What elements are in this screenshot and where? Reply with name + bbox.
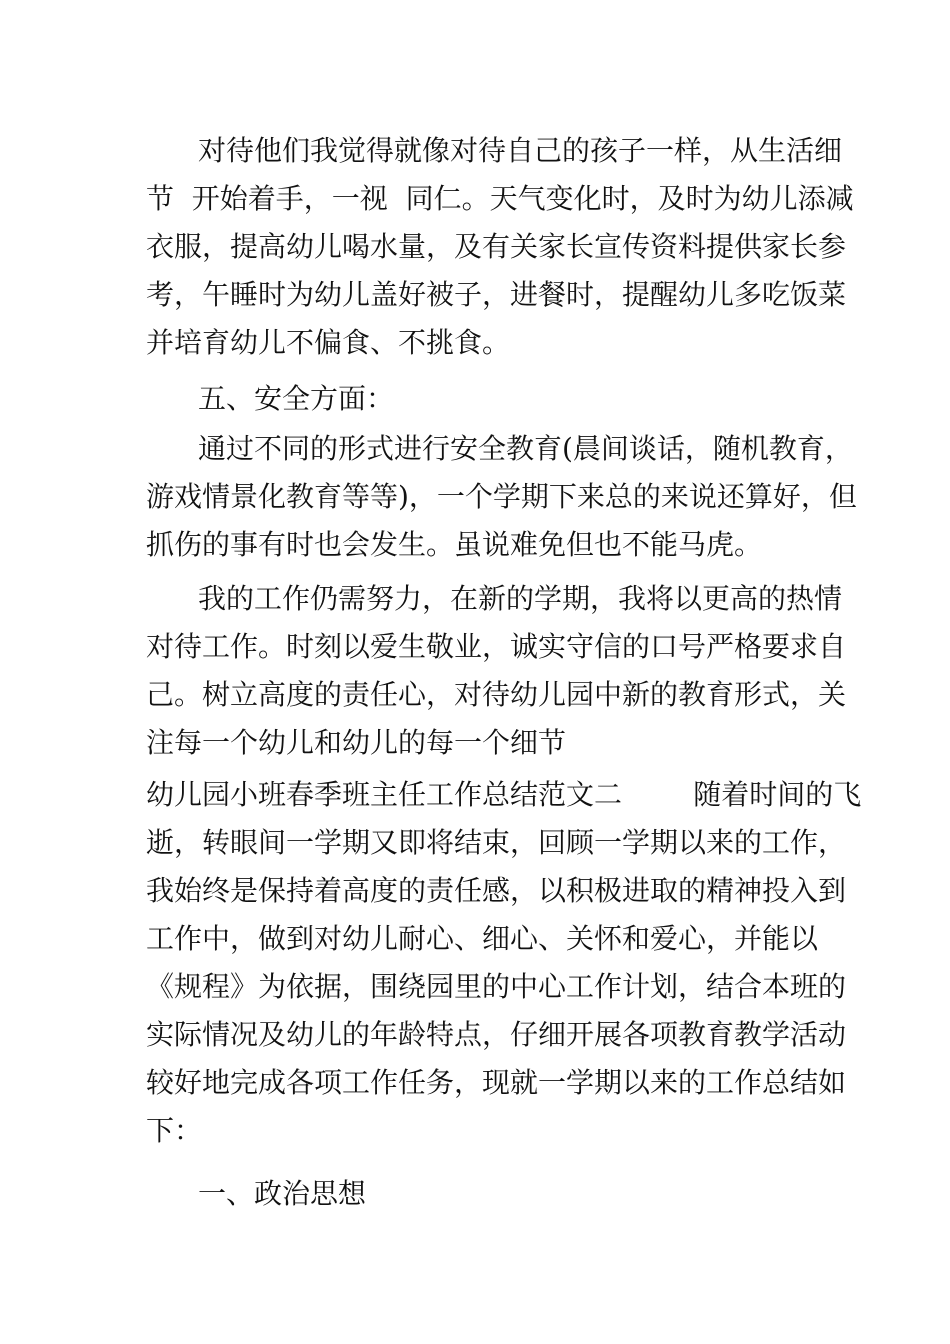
text-line: 我的工作仍需努力，在新的学期，我将以更高的热情: [198, 582, 843, 615]
text-line: 对待他们我觉得就像对待自己的孩子一样，从生活细: [198, 134, 843, 167]
text-line: 一、政治思想: [198, 1177, 367, 1210]
text-line: 《规程》为依据，围绕园里的中心工作计划，结合本班的: [146, 970, 847, 1003]
text-line: 并培育幼儿不偏食、不挑食。: [146, 326, 511, 359]
text-line: 工作中，做到对幼儿耐心、细心、关怀和爱心，并能以: [146, 922, 819, 955]
text-line: 五、安全方面：: [198, 382, 395, 415]
text-line: 通过不同的形式进行安全教育(晨间谈话，随机教育，: [198, 432, 853, 465]
paragraph-future-work: [146, 575, 847, 767]
paragraph-safety: [146, 425, 857, 569]
text-line: 己。树立高度的责任心，对待幼儿园中新的教育形式，关: [146, 678, 847, 711]
paragraph-life-care: [146, 127, 854, 367]
text-line: 我始终是保持着高度的责任感，以积极进取的精神投入到: [146, 874, 847, 907]
text-line: 抓伤的事有时也会发生。虽说难免但也不能马虎。: [146, 528, 763, 561]
text-line: 游戏情景化教育等等)，一个学期下来总的来说还算好，但: [146, 480, 857, 513]
section-heading-safety: [146, 375, 810, 423]
text-line: 逝，转眼间一学期又即将结束，回顾一学期以来的工作，: [146, 826, 847, 859]
article-title-line: 幼儿园小班春季班主任工作总结范文二 随着时间的飞: [146, 778, 862, 811]
text-line: 考，午睡时为幼儿盖好被子，进餐时，提醒幼儿多吃饭菜: [146, 278, 847, 311]
text-line: 较好地完成各项工作任务，现就一学期以来的工作总结如: [146, 1066, 847, 1099]
text-line: 衣服，提高幼儿喝水量，及有关家长宣传资料提供家长参: [146, 230, 847, 263]
text-line: 实际情况及幼儿的年龄特点，仔细开展各项教育教学活动: [146, 1018, 847, 1051]
section-heading-politics: [146, 1170, 810, 1218]
text-line: 注每一个幼儿和幼儿的每一个细节: [146, 726, 567, 759]
paragraph-article-two: [146, 771, 862, 1155]
text-line: 对待工作。时刻以爱生敬业，诚实守信的口号严格要求自: [146, 630, 847, 663]
text-line: 下：: [146, 1114, 203, 1147]
text-line: 节 开始着手，一视 同仁。天气变化时，及时为幼儿添减: [146, 182, 854, 215]
